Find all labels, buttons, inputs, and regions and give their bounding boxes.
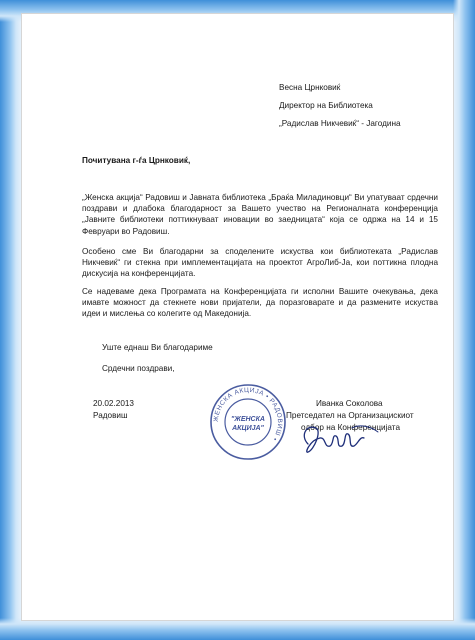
letter-page <box>22 14 453 620</box>
organization-stamp <box>208 382 288 462</box>
paragraph-2: Особено сме Ви благодарни за споделените искуства кои библиотеката „Радислав Никчевиќ“ ги стекна при имплементацијата на проектот АгроЛиб-Ја, кои поттикна плодна дискусија на конференцијата. <box>82 247 438 279</box>
letter-date: 20.02.2013 <box>93 399 134 408</box>
frame-right-edge <box>453 0 475 640</box>
thanks-line: Уште еднаш Ви благодариме <box>102 343 213 352</box>
frame-bottom-edge <box>0 618 475 640</box>
paragraph-1: „Женска акција“ Радовиш и Јавната библиотека „Браќа Миладиновци“ Ви упатуваат срдечни поздрави и длабока благодарност за Вашето учество на Регионалната конференција „Јавните библиотеки поттикнуваат иновации во заедницата“ која се одржа на 14 и 15 Февруари во Радовиш. <box>82 193 438 236</box>
sender-institution: „Радислав Никчевиќ“ - Јагодина <box>279 119 401 128</box>
salutation: Почитувана г-ѓа Црнковиќ, <box>82 156 191 165</box>
sender-position: Директор на Библиотека <box>279 101 373 110</box>
signatory-role-1: Претседател на Организацискиот <box>286 411 414 420</box>
paragraph-3: Се надеваме дека Програмата на Конференцијата ги исполни Вашите очекувања, дека имавте можност да стекнете нови пријатели, да поразговарате и да размените искуства идеи и мислења со колегите од Македонија. <box>82 287 438 319</box>
stamp-inner-line-1: "ЖЕНСКА <box>231 416 265 423</box>
sender-name: Весна Црнковиќ <box>279 83 341 92</box>
stamp-ring-text: ЖЕНСКА АКЦИЈА • РАДОВИШ • <box>212 386 284 443</box>
closing-line: Срдечни поздрави, <box>102 364 175 373</box>
signatory-name: Иванка Соколова <box>316 399 383 408</box>
letter-place: Радовиш <box>93 411 128 420</box>
stamp-inner-line-2: АКЦИЈА" <box>232 425 264 432</box>
handwritten-signature <box>294 414 384 464</box>
signatory-role-2: одбор на Конференцијата <box>301 423 401 432</box>
